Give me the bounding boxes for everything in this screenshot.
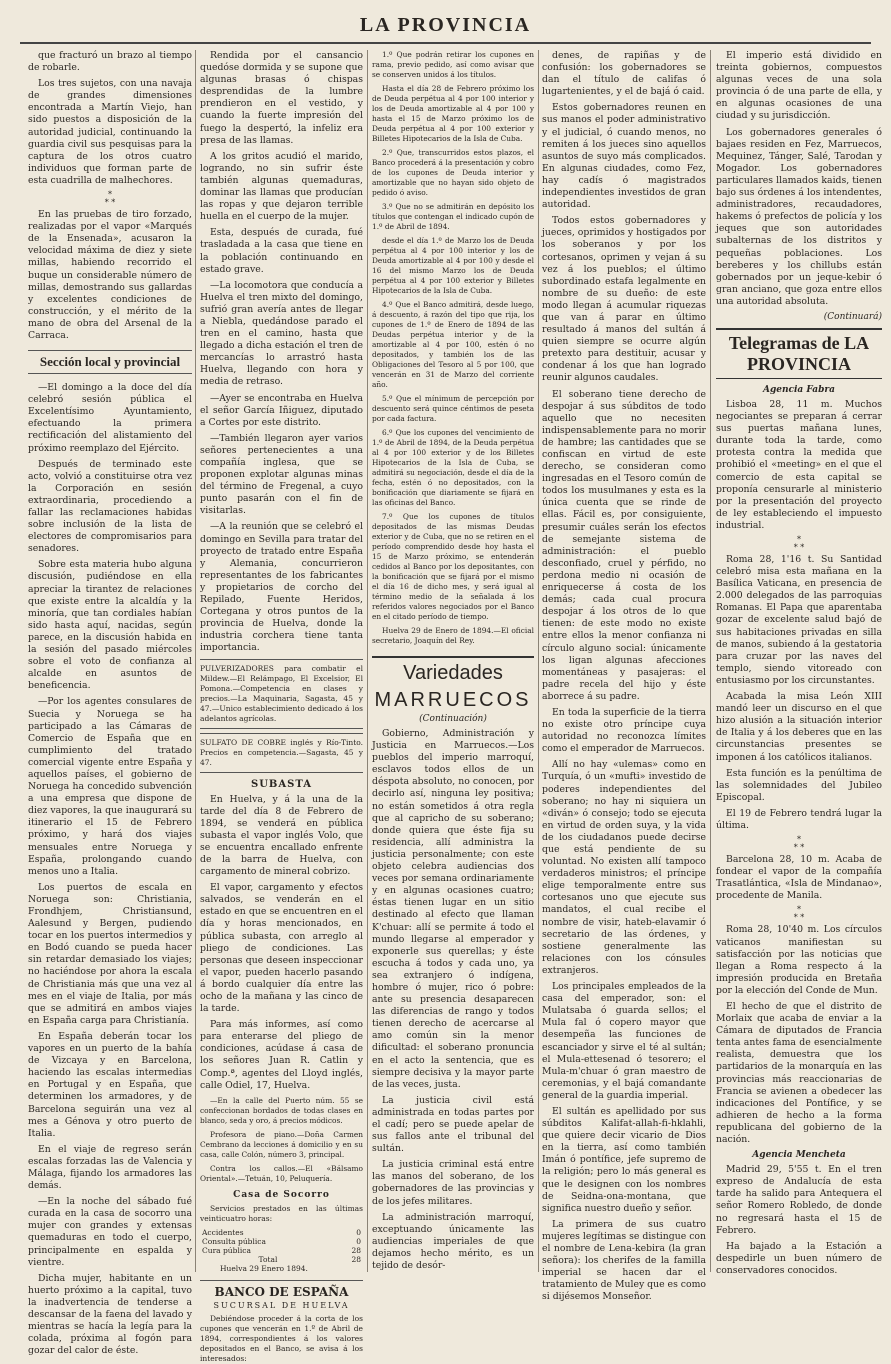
separator-stars: * * *	[793, 835, 805, 853]
paragraph: denes, de rapiñas y de confusión: los gobernadores se dan el título de califas ó lugartenientes, y el de bajá ó caid.	[542, 50, 706, 98]
separator-stars: * * *	[104, 190, 116, 208]
socorro-value: 0	[356, 1236, 361, 1246]
paragraph: Sobre esta materia hubo alguna discusión, pudiéndose en ella apreciar la tirantez de relaciones que existe entre la alcaldía y la minoría, que tan cordiales habían sido hasta aquí, nacidas, según parece, en la discusión habida en la sesión del pasado miércoles sobre el voto de confianza al alcalde en asuntos de beneficencia.	[28, 559, 192, 692]
paragraph: El 19 de Febrero tendrá lugar la última.	[716, 807, 882, 831]
paragraph: Dicha mujer, habitante en un huerto próximo a la capital, tuvo la inadvertencia de tenderse a descansar de la faena del lavado y mientras se hacía la legía para la colada, próxima al fogón para gozar del calor de éste.	[28, 1272, 192, 1357]
paragraph-group	[28, 382, 192, 1357]
paragraph: Los gobernadores generales ó bajaes residen en Fez, Marruecos, Mequinez, Tánger, Salé, Tarodan y Mogador. Los gobernadores particulares llamados kaids, tienen bajo sus órdenes á los intendentes, administradores, recaudadores, hakems ó prefectos de policía y los jeques que son autoridades subalternas de los distritos y pequeñas poblaciones. Los bereberes y los chillubs están gobernados por un jeque-kebir ó gran anciano, que goza entre ellos una autoridad absoluta.	[716, 126, 882, 307]
paragraph-group	[28, 50, 192, 187]
paragraph: Roma 28, 1'16 t. Su Santidad celebró misa esta mañana en la Basílica Vaticana, en presencia de 2.000 delegados de las parroquias Romanas. El Papa que aparentaba gozar de excelente salud bajó de sus habitaciones privadas en silla de manos, subiendo á la gestatoria para cruzar por las naves del templo, siendo vitoreado con entusiasmo por los circunstantes.	[716, 554, 882, 686]
column-4	[542, 50, 707, 1303]
paragraph: Esta, después de curada, fué trasladada a la casa que tiene en la población continuando en estado grave.	[200, 227, 363, 275]
paragraph: —En la noche del sábado fué curada en la casa de socorro una mujer con grandes y extensas quemaduras en todo el cuerpo, principalmente en espalda y vientre.	[28, 1196, 192, 1268]
paragraph: Profesora de piano.—Doña Carmen Cembrano da lecciones á domicilio y en su casa, calle Colón, número 3, principal.	[200, 1129, 363, 1159]
paragraph: Después de terminado este acto, volvió a constituirse otra vez la Corporación en sesión extraordinaria, procediendo a fallar las reclamaciones habidas sobre inclusión de la lista de electores de compromisarios para senadores.	[28, 458, 192, 555]
continuara-label: (Continuará)	[823, 311, 882, 322]
paragraph: La administración marroquí, exceptuando únicamente las audiencias imperiales de que dejamos hecho mérito, es un tejido de desór-	[372, 1211, 534, 1272]
paragraph: Para más informes, así como para enterarse del pliego de condiciones, acúdase á casa de los señores Juan R. Catlin y Comp.ª, agentes del Lloyd inglés, calle Odiel, 17, Huelva.	[200, 1019, 363, 1091]
paragraph: Los puertos de escala en Noruega son: Christiania, Frondhjem, Christiansund, Aalesund y Bergen, pudiendo tocar en los puertos intermedios y en Bodó cuando se pueda hacer sin retardar demasiado los viajes; no haciéndose por ahora la escala de Christiania más que una vez al mes en el viaje de Italia, por más que se admitirá en ambos viajes en España carga para Christianía.	[28, 881, 192, 1026]
paragraph-group	[372, 50, 534, 646]
marruecos-heading: MARRUECOS	[374, 689, 532, 711]
paragraph: —También llegaron ayer varios señores pertenecientes a una compañía inglesa, que se proponen explotar algunas minas del término de Fregenal, a cuyo punto pasarán con el fin de visitarlas.	[200, 432, 363, 517]
paragraph: En toda la superficie de la tierra no existe otro príncipe cuya autoridad no reconozca límites como el emperador de Marruecos.	[542, 706, 706, 755]
variedades-heading: Variedades	[372, 656, 534, 685]
paragraph: —Ayer se encontraba en Huelva el señor García Iñiguez, diputado a Cortes por este distrito.	[200, 392, 363, 428]
paragraph: El hecho de que el distrito de Morlaix que acaba de enviar a la Cámara de diputados de Francia tenta antes fama de esencialmente realista, demuestra que los partidarios de la monarquía en las provincias más reaccionarias de Francia se avienen a obedecer las indicaciones del Pontífice, y se adhieren de hecho a la forma republicana del gobierno de la nación.	[716, 1001, 882, 1146]
telegramas-heading: Telegramas de LA PROVINCIA	[716, 328, 882, 379]
paragraph-group	[716, 50, 882, 308]
paragraph: Estos gobernadores reunen en sus manos el poder administrativo y el judicial, ó cuando menos, no remiten á los jueces sino aquellos asuntos de suyo más complicados. En algunas ciudades, como Fez, hay cadís ó magistrados independientes investidos de gran autoridad.	[542, 102, 706, 211]
agency-fabra: Agencia Fabra	[762, 384, 835, 395]
separator-stars: * * *	[793, 905, 805, 923]
socorro-table	[200, 1228, 363, 1264]
socorro-row	[200, 1237, 363, 1246]
paragraph: —A la reunión que se celebró el domingo en Sevilla para tratar del proyecto de tratado entre España y Alemania, concurrieron representantes de los fabricantes y propietarios de corcho del Repilado, Fuente Heridos, Cortegana y otros puntos de la provincia de Huelva, donde la industria corchera tiene tanta importancia.	[200, 521, 363, 654]
paragraph-group	[716, 1164, 882, 1277]
continuacion-label: (Continuación)	[419, 714, 487, 724]
paragraph: Hasta el día 28 de Febrero próximo los de Deuda perpétua al 4 por 100 interior y los de Deuda amortizable al 4 por 100 y hasta el 15 de Marzo próximo los de Deuda perpétua al 4 por 100 exterior y Billetes Hipotecarios de la Isla de Cuba.	[372, 84, 534, 143]
paragraph: Los tres sujetos, con una navaja de grandes dimensiones encontrada a Martín Viejo, han sido puestos a disposición de la autoridad judicial, continuando la guardia civil sus pesquisas para la captura de los otros cuatro individuos que forman parte de esta cuadrilla de malhechores.	[28, 78, 192, 186]
socorro-row	[200, 1246, 363, 1255]
column-1	[28, 50, 192, 1357]
paragraph: Esta función es la penúltima de las solemnidades del Jubileo Episcopal.	[716, 767, 882, 803]
banco-subtitle: SUCURSAL DE HUELVA	[213, 1300, 350, 1310]
paragraph: El vapor, cargamento y efectos salvados, se venderán en el estado en que se encuentren en el día y horas mencionados, en pública subasta, con arreglo al pliego de condiciones. Las personas que deseen inspeccionar el vapor, pueden hacerlo pasando á bordo cualquier día entre las ocho de la mañana y las cinco de la tarde.	[200, 882, 363, 1015]
paragraph: 3.º Que no se admitirán en depósito los títulos que contengan el indicado cupón de 1.º de Abril de 1894.	[372, 202, 534, 231]
paragraph-group	[716, 399, 882, 532]
paragraph: Barcelona 28, 10 m. Acaba de fondear el vapor de la compañía Trasatlántica, «Isla de Mindanao», procedente de Manila.	[716, 854, 882, 902]
advertisement-pulverizadores: PULVERIZADORES para combatir el Mildew.—El Relámpago, El Excelsior, El Pomona.—Competencia en clases y precios.—La Maquinaria, Sagasta, 45 y 47.—Unico establecimiento dedicado á los adelantos agrícolas.	[200, 659, 363, 729]
socorro-intro: Servicios prestados en las últimas veinticuatro horas:	[200, 1203, 363, 1223]
socorro-label: Cura pública	[202, 1245, 251, 1255]
casa-socorro-title: Casa de Socorro	[233, 1189, 330, 1200]
socorro-row	[200, 1228, 363, 1237]
paragraph: Acabada la misa León XIII mandó leer un discurso en el que hizo alusión a la situación interior de Italia y á los deberes que en las circunstancias presentes se imponen á los católicos italianos.	[716, 691, 882, 763]
masthead	[0, 0, 891, 50]
paragraph: Ha bajado a la Estación a despedirle un buen número de conservadores conocidos.	[716, 1240, 882, 1276]
paragraph: En Huelva, y á la una de la tarde del día 8 de Febrero de 1894, se venderá en pública subasta el vapor inglés Volo, que se encuentra encallado enfrente de la barra de Huelva, con cargamento de mineral cobrizo.	[200, 793, 363, 878]
paragraph: Contra los callos.—El «Bálsamo Oriental».—Tetuán, 10, Peluquería.	[200, 1163, 363, 1183]
paragraph: —El domingo a la doce del día celebró sesión pública el Excelentísimo Ayuntamiento, efectuando la primera rectificación del alistamiento del próximo reemplazo del Ejército.	[28, 382, 192, 454]
paragraph-group	[200, 1096, 363, 1184]
banco-text: Debiéndose proceder á la corta de los cupones que vencerán en 1.º de Abril de 1894, correspondientes á los valores depositados en el Banco, se avisa á los interesados:	[200, 1313, 363, 1363]
paragraph: Lisboa 28, 11 m. Muchos negociantes se preparan á cerrar sus puertas mañana lunes, durante toda la tarde, como protesta contra la medida que prohibió el «meeting» en el que el comercio de esta capital se proponía censurarle al ministerio por la presentación del proyecto de ley estableciendo el impuesto industrial.	[716, 398, 882, 531]
paragraph: El soberano tiene derecho de despojar á sus súbditos de todo aquello que no necesiten indispensablemente para no morir de hambre; las cantidades que se confiscan en virtud de este derecho, se consideran como ingresadas en el Tesoro común de todos los musulmanes y esta es la única cuenta que se rinde de ellas. Fácil es, por consiguiente, presumir cuáles serán los efectos de semejante sistema de administración: el pueblo desconfiado, cruel y pérfido, no perdona medio ni ocasión de enriquecerse á costa de los demás; cada cual procura despojar á los otros de lo que tienen: de este modo no existe entre ellos la menor confianza ni círculo alguno social: únicamente los ligan algunas afecciones momentáneas y pasajeras: el padre recela del hijo y éste aborrece á su padre.	[542, 388, 706, 702]
paragraph: La primera de sus cuatro mujeres legítimas se distingue con el nombre de Lena-kebira (la gran señora): los cherifes de la familla imperial se hacen dar el tratamiento de Muley que es como si dijésemos Monseñor.	[542, 1218, 707, 1303]
banco-title: BANCO DE ESPAÑA	[200, 1280, 363, 1299]
socorro-total-row: Total 28	[258, 1254, 361, 1264]
paragraph: 1.º Que podrán retirar los cupones en rama, previo pedido, así como avisar que se conserven unidos á los títulos.	[372, 50, 534, 79]
paragraph-group	[542, 50, 706, 1303]
socorro-value: 0	[356, 1227, 361, 1237]
paragraph-group	[372, 728, 534, 1272]
paragraph: En las pruebas de tiro forzado, realizadas por el vapor «Marqués de la Ensenada», acusaron la velocidad máxima de diez y siete millas, habiendo recorrido el buque un considerable número de millas, demostrando sus gallardas y excelentes condiciones de construcción, y el mérito de la mano de obra del Arsenal de la Carraca.	[28, 209, 192, 341]
paragraph: La justicia civil está administrada en todas partes por el cadí; pero se puede apelar de sus fallos ante el tribunal del sultán.	[372, 1094, 534, 1155]
paragraph-group	[200, 50, 363, 655]
advertisement-sulfato: SULFATO DE COBRE inglés y Río-Tinto. Precios en competencia.—Sagasta, 45 y 47.	[200, 733, 363, 773]
column-divider	[710, 50, 711, 1272]
paragraph: 2.º Que, transcurridos estos plazos, el Banco procederá á la presentación y cobro de los cupones de Deuda interior y amortizable que no hayan sido objeto de pedido ó aviso.	[372, 148, 534, 197]
paragraph: desde el día 1.º de Marzo los de Deuda perpétua al 4 por 100 interior y los de Deuda amortizable al 4 por 100 y desde el 16 del mismo Marzo los de Deuda perpétua al 4 por 100 exterior y Billetes Hipotecarios de la Isla de Cuba.	[372, 236, 534, 295]
socorro-date: Huelva 29 Enero 1894.	[220, 1263, 308, 1273]
paragraph: 7.º Que los cupones de títulos depositados de las mismas Deudas exterior y de Cuba, que no se retiren en el período comprendido desde hoy hasta el 15 de Marzo próximo, se entenderán cedidos al Banco por los depositantes, con la bonificación que se fijará por el mismo el día 16 de dicho mes, y será igual al término medio de la señalada á los referidos valores negociados por el Banco en el citado período de tiempo.	[372, 512, 534, 621]
socorro-label: Consulta pública	[202, 1236, 266, 1246]
paragraph: El imperio está dividido en treinta gobiernos, compuestos algunas veces de una sola provincia ó de una parte de ella, y en algunas ocasiones de una ciudad y su jurisdicción.	[716, 50, 882, 122]
separator-stars: * * *	[793, 535, 805, 552]
paragraph-group	[716, 924, 882, 1146]
paragraph-group	[716, 854, 882, 902]
paragraph: 6.º Que los cupones del vencimiento de 1.º de Abril de 1894, de la Deuda perpétua al 4 por 100 exterior y de los Billetes Hipotecarios de la Isla de Cuba, se admitirá su negociación, desde el día de la fecha, estén ó no depositados, con la bonificación que diariamente se fijará en las oficinas del Banco.	[372, 428, 534, 507]
column-divider	[538, 50, 539, 1272]
paragraph: El sultán es apellidado por sus súbditos Kalifat-allah-fi-hklahli, que quiere decir vicario de Dios en la tierra, así como también Imán ó pontífice, jefe supremo de la religión; pero lo más general es que le designen con los nombres de Seidna-ona-montana, que significa nuestro dueño y señor.	[542, 1105, 706, 1214]
paragraph: En el viaje de regreso serán escalas forzadas las de Valencia y Málaga, fijando los armadores las demás.	[28, 1143, 192, 1192]
column-5	[716, 50, 882, 1276]
paragraph: Roma 28, 10'40 m. Los círculos vaticanos manifiestan su satisfacción por las noticias que llegan a Roma respecto á la impresión producida en Bretaña por la elección del Conde de Mun.	[716, 924, 882, 996]
paragraph-group	[28, 209, 192, 342]
paragraph: Huelva 29 de Enero de 1894.—El oficial secretario, Joaquín del Rey.	[372, 626, 534, 645]
header-rule	[20, 42, 871, 44]
column-2	[200, 50, 363, 1363]
paragraph: A los gritos acudió el marido, logrando, no sin sufrir éste también algunas quemaduras, dominar las llamas que producían las ropas y que dejaron terrible huella en el cuerpo de la mujer.	[200, 150, 363, 223]
paragraph-group	[200, 794, 363, 1092]
paragraph: —Por los agentes consulares de Suecia y Noruega se ha participado a las Cámaras de Comercio de España que en cumplimiento del tratado comercial vigente entre España y aquellos países, el gobierno de Noruega ha concedido subvención a una empresa que dispone de diez vapores, la que inaugurará su itinerario el 15 de Febrero próximo, y hará dos viajes mensuales entre Noruega y España, prolongando cuando menos uno a Italia.	[28, 696, 192, 877]
paragraph: Rendida por el cansancio quedóse dormida y se supone que algunas brasas ó chispas desprendidas de la lumbre prendieron en el vestido, y cuando la fuerte impresión del fuego la despertó, la infeliz era presa de las llamas.	[200, 50, 363, 146]
paragraph: —En la calle del Puerto núm. 55 se confeccionan bordados de todas clases en blanco, seda y oro, á precios módicos.	[200, 1095, 363, 1125]
paragraph: Gobierno, Administración y Justicia en Marruecos.—Los pueblos del imperio marroquí, esclavos todos ellos de un déspota absoluto, no conocen, por decirlo así, ninguna ley positiva; no están sometidos á otra regla que al capricho de su soberano; donde quiera que éste fija su residencia, allí administra la justicia personalmente; con este objeto celebra audiencias dos veces por semana ordinariamente y en algunas ocasiones cuatro; éstas tienen lugar en un sitio destinado al efecto que llaman K'chuar: allí se permite á todo el mundo llegarse al emperador y exponerle sus querellas; y éste escucha á todos y cada uno, ya sea extranjero ó indígena, hombre ó mujer, rico ó pobre: ante su presencia desaparecen las diferencias de rango y todos tienen derecho de acercarse al amo común sin la menor dificultad: el soberano pronuncia en el acto la sentencia, que es siempre decisiva y la mayor parte de las veces, justa.	[372, 728, 534, 1090]
column-3	[372, 50, 534, 1272]
paragraph: 4.º Que el Banco admitirá, desde luego, á descuento, á razón del tipo que rija, los cupones de 1.º de Enero de 1894 de las Deudas perpétua interior y de la amortizable al 4 por 100, estén ó no depositados, y también los de las Obligaciones del Tesoro al 5 por 100, que vencerán en 31 de Marzo del corriente año.	[372, 300, 534, 389]
paragraph: Madrid 29, 5'55 t. En el tren expreso de Andalucía de esta tarde ha salido para Antequera el señor Romero Robledo, de donde no regresará hasta el 15 de Febrero.	[716, 1164, 882, 1236]
paragraph: Los principales empleados de la casa del emperador, son: el Mulatsaba ó guarda sellos; el Mula fal ó copero mayor que desempeña las funciones de escanciador y sirve el té al sultán; el Mula-ettesenad ó tesorero; el Mula-m'chuar ó gran maestro de ceremonias, y el bajá comandante general de la guardia imperial.	[542, 981, 706, 1101]
paragraph: que fracturó un brazo al tiempo de robarle.	[28, 50, 192, 74]
column-divider	[195, 50, 196, 1272]
paragraph: 5.º Que el mínimum de percepción por descuento será quince céntimos de peseta por cada factura.	[372, 394, 534, 423]
subasta-title: SUBASTA	[250, 778, 313, 790]
paragraph-group	[716, 554, 882, 832]
agency-mencheta: Agencia Mencheta	[752, 1150, 846, 1161]
paragraph: Allí no hay «ulemas» como en Turquía, ó un «mufti» investido de poderes independientes del soberano; no hay ni siquiera un «diván» ó consejo; todo se ejecuta en virtud de orden suya, y la vida de los ciudadanos puede decirse que está pendiente de su voluntad. No existen allí tampoco verdaderos ministros; el príncipe elige temporalmente entre sus cortesanos uno que ejecute sus mandatos, el cual recibe el nombre de visir, hateb-elavamir ó secretario de las órdenes, y sostiene generalmente las relaciones con los cónsules extranjeros.	[542, 759, 706, 976]
socorro-value: 28	[351, 1245, 361, 1255]
column-divider	[367, 50, 368, 1272]
paragraph: Todos estos gobernadores y jueces, oprimidos y hostigados por los soberanos y por los cortesanos, oprimen y vejan á su vez á los pueblos; el último subordinado estafa legalmente en nombre de su dueño: de este modo llegan á acumular riquezas que van á parar en último resultado á manos del sultán á quien siempre se ocurre algún pretexto para destituir, acusar y condenar á los que han logrado reunir algunos caudales.	[542, 215, 706, 384]
paragraph: —La locomotora que conducía a Huelva el tren mixto del domingo, sufrió gran avería antes de llegar a Niebla, quedándose parado el tren en el camino, hasta que llegado a dicha estación el tren de mercancías lo arrastró hasta Huelva, llegando con hora y media de retraso.	[200, 279, 363, 388]
section-title: Sección local y provincial	[28, 350, 192, 374]
paragraph: La justicia criminal está entre las manos del soberano, de los gobernadores de las provincias y de los jefes militares.	[372, 1159, 534, 1207]
paragraph: En España deberán tocar los vapores en un puerto de la bahía de Vizcaya y en Barcelona, haciendo las escalas intermedias en Portugal y en España, que determinen los armadores, y de Barcelona seguirán una vez al mes a Génova y otro puerto de Italia.	[28, 1030, 192, 1139]
newspaper-title: LA PROVINCIA	[359, 14, 532, 36]
socorro-label: Accidentes	[202, 1227, 244, 1237]
